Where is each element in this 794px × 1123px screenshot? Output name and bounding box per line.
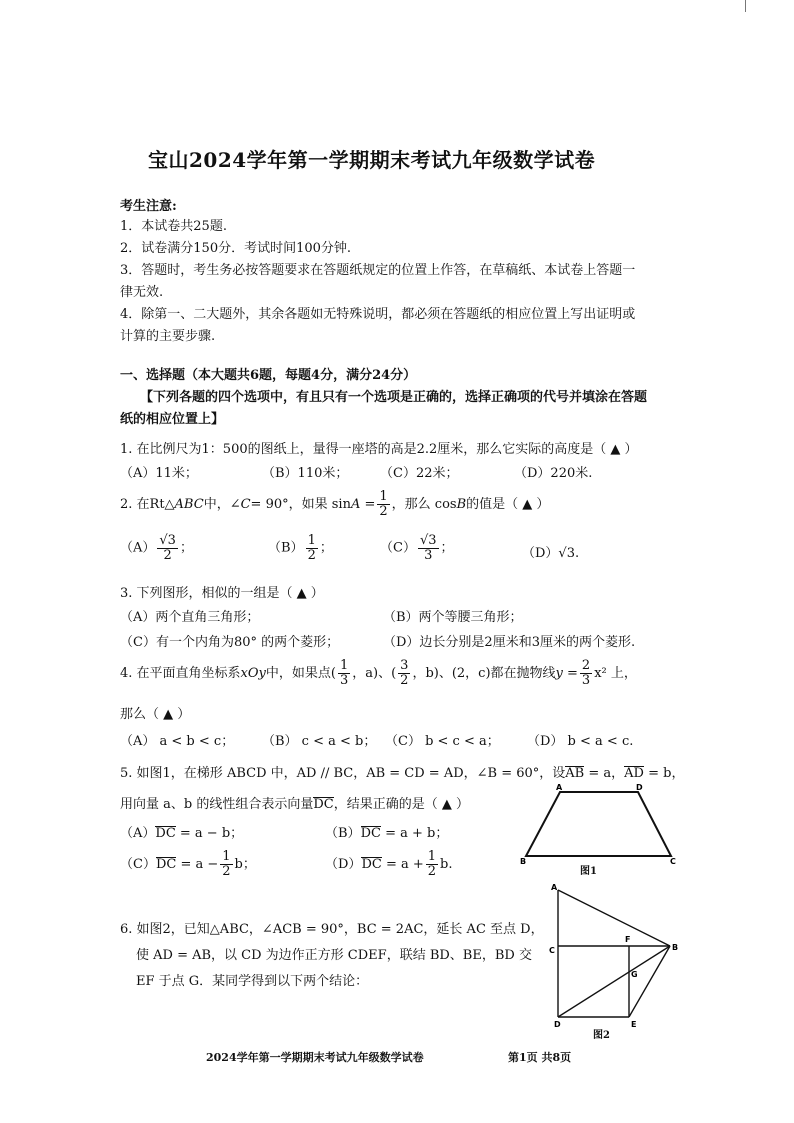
q5-option-c-expr-1: = a − — [176, 857, 219, 872]
q4-stem-xoy: xOy — [240, 666, 266, 681]
q5-line2-text: 用向量 a、b 的线性组合表示向量 — [120, 797, 314, 812]
notice-item-1: 1．本试卷共25题. — [120, 219, 227, 234]
q5-option-a-vector: DC — [155, 826, 176, 841]
q4-option-b: （B） c < a < b； — [262, 734, 377, 749]
q5-option-d-num: 1 — [427, 849, 437, 865]
q6-line2: 使 AD = AB，以 CD 为边作正方形 CDEF，联结 BD、BE，BD 交 — [136, 948, 532, 963]
page-edge-line — [745, 0, 746, 12]
q2-stem-text-c: = 90°，如果 sin — [250, 497, 351, 512]
q4-coef-den: 3 — [581, 673, 591, 688]
exam-title: 宝山2024学年第一学期期末考试九年级数学试卷 — [148, 148, 596, 172]
q2-stem-frac-den: 2 — [379, 504, 388, 519]
q5-option-d-fraction — [426, 850, 438, 878]
q6-line1: 6. 如图2，已知△ABC，∠ACB = 90°，BC = 2AC，延长 AC 至点 D， — [120, 922, 544, 937]
fig2-label-b: B — [672, 943, 679, 952]
q5-option-d-expr-1: = a + — [381, 857, 424, 872]
q2-option-b-num: 1 — [307, 533, 316, 548]
trapezoid-shape — [526, 792, 671, 856]
notice-item-4-cont: 计算的主要步骤. — [120, 329, 216, 344]
q5-option-c-num: 1 — [222, 849, 231, 865]
line-ab — [558, 890, 670, 946]
q3-option-b: （B）两个等腰三角形； — [383, 610, 523, 625]
q2-option-b-semi: ； — [319, 540, 333, 556]
q3-option-d: （D）边长分别是2厘米和3厘米的两个菱形. — [383, 635, 636, 650]
q1-option-d: （D）220米. — [514, 466, 593, 481]
q5-option-c-vector: DC — [155, 857, 177, 872]
q5-option-c-fraction — [220, 850, 232, 878]
notice-heading: 考生注意: — [120, 199, 177, 214]
q6-line3: EF 于点 G．某同学得到以下两个结论： — [136, 974, 369, 989]
q2-option-d: （D）√3. — [522, 546, 580, 561]
q2-stem-text-d: = — [360, 497, 376, 512]
q2-stem-fraction — [377, 490, 389, 518]
q2-option-b-den: 2 — [307, 547, 316, 563]
q5-option-b-vector: DC — [360, 826, 381, 841]
q5-option-d-label: （D） — [325, 857, 362, 872]
q5-line1 — [120, 762, 684, 781]
fig1-label-c: C — [670, 857, 676, 866]
q2-option-b-fraction — [306, 534, 318, 562]
q4-option-a: （A） a < b < c； — [120, 734, 235, 749]
q1-option-c: （C）22米； — [380, 466, 459, 481]
q4-stem — [120, 657, 637, 691]
figure-2 — [545, 882, 685, 1042]
fig2-label-d: D — [554, 1020, 561, 1029]
fig2-label-g: G — [631, 970, 638, 979]
q4-point1-fraction — [338, 659, 350, 687]
q5-option-d-vector: DC — [361, 857, 382, 872]
q5-option-a-expr: = a − b； — [175, 826, 244, 841]
q4-option-d: （D） b < a < c. — [527, 734, 634, 749]
q5-option-c-label: （C） — [120, 857, 156, 872]
q5-option-d — [325, 848, 453, 882]
q2-stem-b: B — [456, 497, 467, 512]
q5-option-a — [120, 822, 243, 841]
q2-option-c-den: 3 — [424, 547, 433, 563]
q5-option-d-expr-2: b. — [440, 857, 453, 872]
q5-option-b-expr: = a + b； — [380, 826, 449, 841]
q2-option-a-semi: ； — [179, 540, 193, 556]
notice-item-3: 3．答题时，考生务必按答题要求在答题纸规定的位置上作答，在草稿纸、本试卷上答题一 — [120, 263, 636, 278]
q5-option-c — [120, 848, 256, 882]
q4-point1-tail: ，a)、( — [352, 666, 397, 681]
fig1-label-b: B — [520, 857, 527, 866]
q4-point1-num: 1 — [339, 658, 349, 674]
q2-stem-text-a: 2. 在Rt△ — [120, 497, 175, 512]
fig2-label-c: C — [549, 946, 555, 955]
q4-point2-num: 3 — [400, 658, 409, 674]
q2-option-a-fraction — [157, 534, 178, 562]
footer-title: 2024学年第一学期期末考试九年级数学试卷 — [206, 1051, 424, 1064]
q2-option-c-num: √3 — [419, 533, 437, 548]
q3-option-c: （C）有一个内角为80° 的两个菱形； — [120, 635, 340, 650]
q5-option-d-den: 2 — [427, 864, 437, 879]
q2-option-c — [380, 534, 454, 562]
notice-item-4: 4．除第一、二大题外，其余各题如无特殊说明，都必须在答题纸的相应位置上写出证明或 — [120, 307, 636, 322]
fig2-label-a: A — [551, 883, 558, 892]
q2-stem-frac-num: 1 — [379, 489, 388, 505]
q1-option-a: （A）11米； — [120, 466, 198, 481]
q1-option-b: （B）110米； — [262, 466, 349, 481]
q2-stem-text-b: 中，∠ — [203, 497, 241, 512]
q4-stem-text-a: 4. 在平面直角坐标系 — [120, 666, 241, 681]
footer-page-number: 第1页 共8页 — [508, 1051, 572, 1064]
q1-stem: 1. 在比例尺为1：500的图纸上，量得一座塔的高是2.2厘米，那么它实际的高度是（ ▲ ） — [120, 442, 638, 457]
q2-stem-text-f: 的值是（ ▲ ） — [466, 497, 550, 512]
q5-eq-b: = b， — [643, 766, 685, 781]
q3-option-a: （A）两个直角三角形； — [120, 610, 260, 625]
fig1-label-d: D — [636, 783, 643, 792]
q4-coef-fraction — [580, 659, 592, 687]
figure-1-trapezoid — [518, 780, 688, 878]
notice-item-3-cont: 律无效. — [120, 285, 164, 300]
line-eb — [629, 946, 670, 1017]
section1-instruction-1: 【下列各题的四个选项中，有且只有一个选项是正确的，选择正确项的代号并填涂在答题 — [140, 390, 648, 405]
q5-line1-text: 5. 如图1，在梯形 ABCD 中，AD // BC，AB = CD = AD，∠B = 60°，设 — [120, 766, 566, 781]
q3-stem: 3. 下列图形，相似的一组是（ ▲ ） — [120, 586, 324, 601]
q2-option-a-den: 2 — [163, 547, 172, 563]
q5-line2-tail: ，结果正确的是（ ▲ ） — [333, 797, 469, 812]
q2-option-a — [120, 534, 193, 562]
q2-option-c-fraction — [418, 534, 439, 562]
q2-option-a-num: √3 — [159, 533, 176, 548]
figure-1 — [518, 780, 688, 878]
q5-option-b-label: （B） — [325, 826, 361, 841]
q2-option-b-label: （B） — [268, 540, 304, 556]
line-db — [558, 946, 670, 1017]
q4-point2-tail: ，b)、(2，c)都在抛物线 — [412, 666, 556, 681]
q5-option-c-expr-2: b； — [234, 857, 256, 872]
q2-option-c-semi: ； — [440, 540, 454, 556]
q5-line2 — [120, 793, 469, 812]
notice-item-2: 2．试卷满分150分．考试时间100分钟. — [120, 241, 352, 256]
q5-option-a-label: （A） — [120, 826, 156, 841]
figure-2-diagram — [545, 882, 685, 1042]
q2-stem-a: A — [350, 497, 361, 512]
fig2-label-f: F — [625, 935, 631, 944]
q4-y-eq: y = — [555, 666, 578, 681]
q4-then: 那么（ ▲ ） — [120, 707, 191, 722]
figure-2-caption: 图2 — [593, 1030, 610, 1041]
q4-stem-text-b: 中，如果点( — [265, 666, 336, 681]
q2-stem-text-e: ，那么 cos — [391, 497, 457, 512]
q4-point2-den: 2 — [400, 673, 409, 688]
q5-vector-ab: AB — [565, 766, 585, 781]
section1-instruction-2: 纸的相应位置上】 — [120, 412, 225, 427]
fig2-label-e: E — [631, 1020, 637, 1029]
q4-x-squared: x² 上， — [594, 666, 637, 681]
q2-option-a-label: （A） — [120, 540, 156, 556]
q2-stem-abc: ABC — [174, 497, 204, 512]
q4-coef-num: 2 — [581, 658, 591, 674]
q5-option-b — [325, 822, 448, 841]
q2-stem — [120, 488, 549, 522]
q5-vector-ad: AD — [624, 766, 644, 781]
q4-point1-den: 3 — [339, 673, 349, 688]
q5-vector-dc: DC — [313, 797, 334, 812]
figure-1-caption: 图1 — [580, 866, 597, 877]
q4-option-c: （C） b < c < a； — [385, 734, 500, 749]
q4-point2-fraction — [398, 659, 410, 687]
q5-option-c-den: 2 — [222, 864, 231, 879]
q2-option-c-label: （C） — [380, 540, 416, 556]
fig1-label-a: A — [556, 783, 563, 792]
q2-stem-c: C — [240, 497, 251, 512]
q2-option-b — [268, 534, 333, 562]
q5-eq-a: = a， — [584, 766, 625, 781]
section1-heading: 一、选择题（本大题共6题，每题4分，满分24分） — [120, 368, 417, 383]
